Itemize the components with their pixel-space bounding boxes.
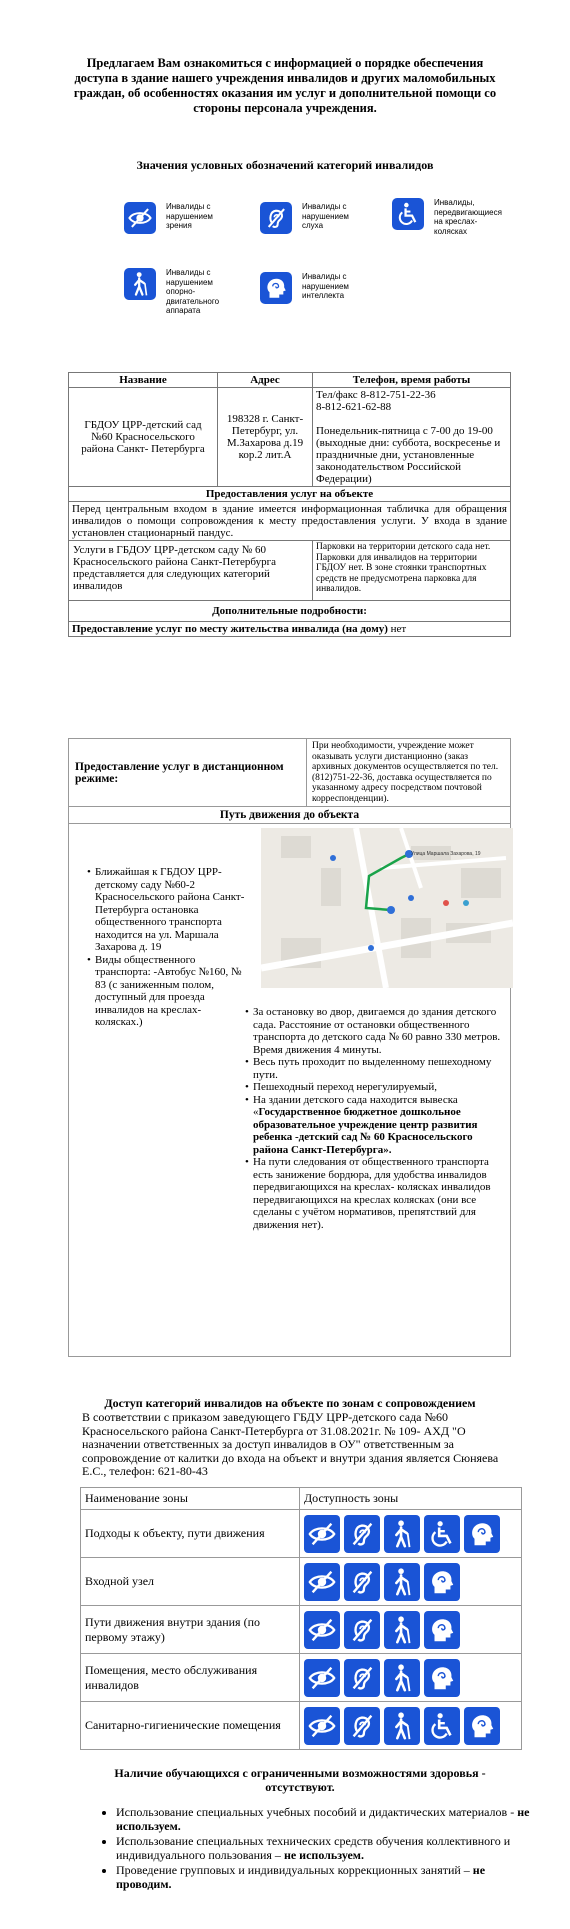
list-item: • На пути следования от общественного транспорта есть занижение бордюра, для удобства инвалидов передвигающихся на креслах- колясках инвалидов передвигающихся на креслах колясках (они все сделаны с учётом нормативов, препятствий для движения нет). (245, 1156, 507, 1231)
list-item: • Виды общественного транспорта: -Автобус №160, № 83 (с заниженным полом, доступный для проезда инвалидов на креслах-колясках.) (87, 954, 247, 1029)
zone-name: Помещения, место обслуживания инвалидов (81, 1654, 300, 1702)
hearing-impaired-icon (344, 1515, 380, 1553)
zone-icons (304, 1659, 517, 1697)
intellect-impaired-icon (464, 1515, 500, 1553)
services-categories: Услуги в ГБДОУ ЦРР-детском саду № 60 Красносельского района Санкт-Петербурга представляется для следующих категорий инвалидов (69, 541, 313, 601)
legend-item-intellect (260, 272, 372, 304)
sign-name: Государственное бюджетное дошкольное образовательное учреждение центр развития ребенка -детский сад № 60 Красносельского района Санкт-Петербурга». (253, 1106, 478, 1156)
parking-info: Парковки на территории детского сада нет. Парковки для инвалидов на территории ГБДОУ нет. В зоне стоянки транспортных средств не предусмотрена парковка для инвалидов. (313, 541, 511, 601)
home-service-label: Предоставление услуг по месту жительства инвалида (на дому) (72, 623, 388, 635)
list-item: • Весь путь проходит по выделенному пешеходному пути. (245, 1056, 507, 1081)
legend-item-wheelchair (392, 198, 504, 236)
org-info-table (68, 372, 511, 637)
legend-label: Инвалиды с нарушением зрения (166, 202, 213, 230)
route-left-list (87, 866, 247, 1029)
org-phone: Тел/факс 8-812-751-22-36 (316, 389, 436, 401)
zones-text: В соответствии с приказом заведующего ГБДУ ЦРР-детского сада №60 Красносельского района Санкт-Петербурга от 31.08.2021г. № 109- АХД "О назначении ответственных за доступ инвалидов в ОУ" ответственным за сопровождение от калитки до входа на объект и внутри здания является Сюняева Е.С., телефон: 621-80-43 (82, 1410, 499, 1478)
org-name: ГБДОУ ЦРР-детский сад №60 Красносельского района Санкт- Петербурга (69, 388, 218, 487)
intellect-impaired-icon (424, 1611, 460, 1649)
list-item (245, 1094, 507, 1157)
hearing-impaired-icon (344, 1563, 380, 1601)
wheelchair-icon (424, 1707, 460, 1745)
org-phone-hours (313, 388, 511, 487)
legend-item-hearing (260, 202, 372, 234)
col-header-zone: Наименование зоны (81, 1488, 300, 1510)
intellect-impaired-icon (464, 1707, 500, 1745)
legend-label: Инвалиды с нарушением интеллекта (302, 272, 349, 300)
list-item (116, 1864, 536, 1891)
ovz-item-status: не используем. (116, 1805, 530, 1833)
list-item (116, 1835, 536, 1862)
list-item: • Пешеходный переход нерегулируемый, (245, 1081, 507, 1094)
zone-icons (304, 1563, 517, 1601)
hearing-impaired-icon (344, 1659, 380, 1697)
remote-text: При необходимости, учреждение может оказывать услуги дистанционно (заказ архивных документов осуществляется по тел.(812)751-22-36, доставка осуществляется по указанному адресу посредством почтовой корреспонденции). (307, 739, 511, 807)
ovz-item-status: не используем. (283, 1847, 364, 1862)
hearing-impaired-icon (344, 1611, 380, 1649)
mobility-impaired-icon (384, 1611, 420, 1649)
list-item: • Ближайшая к ГБДОУ ЦРР-детскому саду №60-2 Красносельского района Санкт-Петербурга остановка общественного транспорта находится на ул. Маршала Захарова д. 19 (87, 866, 247, 954)
org-address: 198328 г. Санкт-Петербург, ул. М.Захарова д.19 кор.2 лит.А (218, 388, 313, 487)
table-row (81, 1510, 522, 1558)
zone-name: Подходы к объекту, пути движения (81, 1510, 300, 1558)
vision-impaired-icon (304, 1611, 340, 1649)
list-item: • За остановку во двор, двигаемся до здания детского сада. Расстояние от остановки общественного транспорта до детского сада № 60 равно 330 метров. Время движения 4 минуты. (245, 1006, 507, 1056)
hearing-impaired-icon (344, 1707, 380, 1745)
col-header-address: Адрес (218, 373, 313, 388)
zone-name: Пути движения внутри здания (по первому этажу) (81, 1606, 300, 1654)
legend-title: Значения условных обозначений категорий инвалидов (136, 158, 434, 172)
remote-label: Предоставление услуг в дистанционном режиме: (69, 739, 307, 807)
legend-label: Инвалиды с нарушением опорно-двигательного аппарата (166, 268, 220, 315)
route-map (261, 828, 513, 988)
map-label: Улица Маршала Захарова, 19 (411, 851, 481, 857)
table-row (81, 1654, 522, 1702)
extra-title: Дополнительные подробности: (69, 601, 511, 622)
intellect-impaired-icon (260, 272, 292, 304)
col-header-phone: Телефон, время работы (313, 373, 511, 388)
route-content (69, 824, 511, 1357)
route-table (68, 738, 511, 1357)
zone-icons (304, 1707, 517, 1745)
sign-intro: На здании детского сада находится вывеска « (253, 1093, 458, 1118)
intro-text: Предлагаем Вам ознакомиться с информацией о порядке обеспечения доступа в здание нашего учреждения инвалидов и других маломобильных граждан, об особенностях оказания им услуг и дополнительной помощи со стороны персонала учреждения. (73, 56, 497, 115)
org-hours: Понедельник-пятница с 7-00 до 19-00 (выходные дни: суббота, воскресенье и праздничные дни, установленные законодательством Российской Федерации) (316, 425, 501, 485)
services-text: Перед центральным входом в здание имеется информационная табличка для обращения инвалидов о помощи сопровождения к месту предоставления услуги. У входа в здание установлен стационарный пандус. (69, 502, 511, 541)
home-service (69, 622, 511, 637)
ovz-list (100, 1806, 536, 1893)
vision-impaired-icon (304, 1659, 340, 1697)
mobility-impaired-icon (384, 1659, 420, 1697)
table-row (81, 1606, 522, 1654)
legend-label: Инвалиды с нарушением слуха (302, 202, 349, 230)
services-title: Предоставления услуг на объекте (69, 487, 511, 502)
zone-icons (304, 1515, 517, 1553)
mobility-impaired-icon (124, 268, 156, 300)
hearing-impaired-icon (260, 202, 292, 234)
ovz-item-text: Использование специальных учебных пособий и дидактических материалов - (116, 1805, 518, 1819)
zones-table (80, 1487, 522, 1750)
route-title: Путь движения до объекта (69, 807, 511, 824)
col-header-access: Доступность зоны (300, 1488, 522, 1510)
org-phone: 8-812-621-62-88 (316, 401, 392, 413)
wheelchair-icon (424, 1515, 460, 1553)
vision-impaired-icon (304, 1563, 340, 1601)
vision-impaired-icon (124, 202, 156, 234)
col-header-name: Название (69, 373, 218, 388)
table-row (81, 1558, 522, 1606)
ovz-item-text: Проведение групповых и индивидуальных коррекционных занятий – (116, 1863, 473, 1877)
zone-name: Санитарно-гигиенические помещения (81, 1702, 300, 1750)
intellect-impaired-icon (424, 1563, 460, 1601)
list-item (116, 1806, 536, 1833)
zones-title: Доступ категорий инвалидов на объекте по зонам с сопровождением (104, 1396, 476, 1410)
mobility-impaired-icon (384, 1707, 420, 1745)
home-service-value: нет (387, 623, 407, 635)
legend-item-vision (124, 202, 236, 234)
intellect-impaired-icon (424, 1659, 460, 1697)
vision-impaired-icon (304, 1515, 340, 1553)
ovz-item-text: Использование специальных технических средств обучения коллективного и индивидуального пользования – (116, 1834, 511, 1862)
table-row (81, 1702, 522, 1750)
ovz-title: Наличие обучающихся с ограниченными возможностями здоровья - отсутствуют. (114, 1766, 486, 1794)
ovz-item-status: не проводим. (116, 1863, 486, 1891)
zone-name: Входной узел (81, 1558, 300, 1606)
legend-label: Инвалиды, передвигающиеся на креслах-колясках (434, 198, 502, 236)
legend-item-mobility (124, 268, 236, 316)
vision-impaired-icon (304, 1707, 340, 1745)
mobility-impaired-icon (384, 1563, 420, 1601)
wheelchair-icon (392, 198, 424, 230)
zone-icons (304, 1611, 517, 1649)
route-right-list (245, 1006, 507, 1231)
mobility-impaired-icon (384, 1515, 420, 1553)
